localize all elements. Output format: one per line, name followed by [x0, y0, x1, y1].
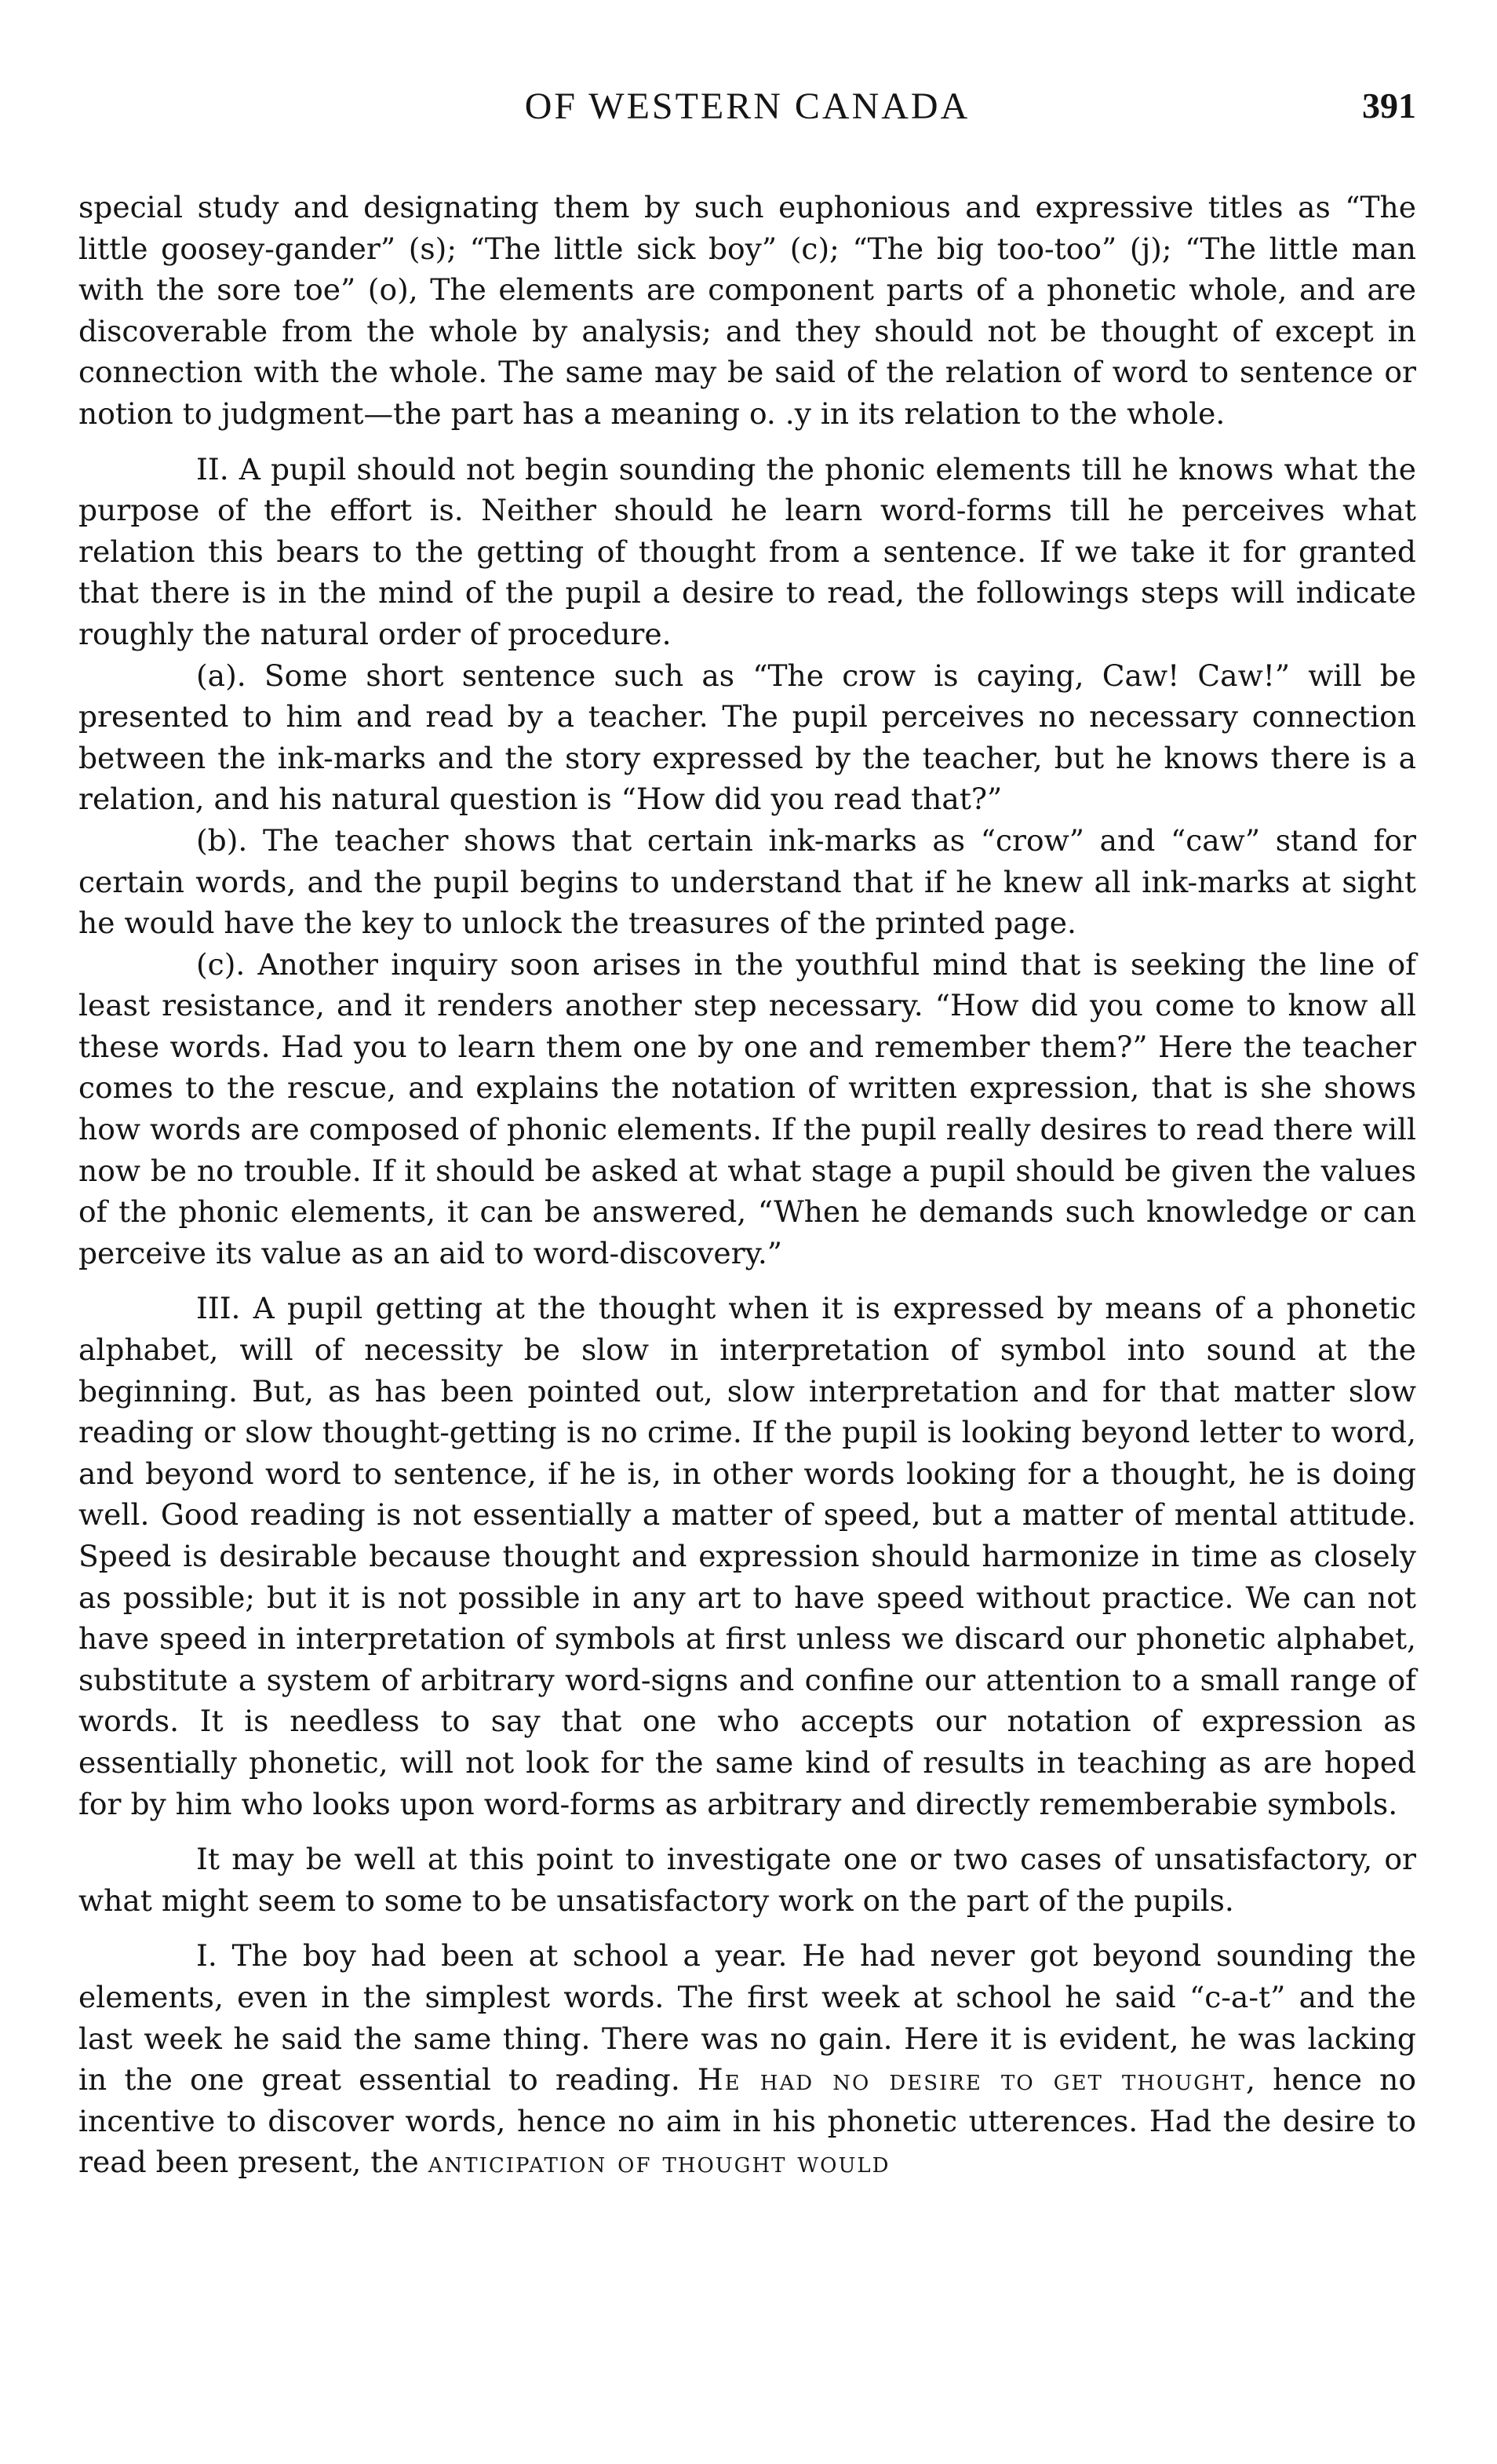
paragraph-step-c: (c). Another inquiry soon arises in the youthful mind that is seeking the line of least resistance, and it renders another step necessary. “How did you come to know all these words. Had you to learn them one by one and remember them?” Here the teacher comes to the rescue, and explains the notation of written expression, that is she shows how words are composed of phonic elements. If the pupil really desires to read there will now be no trouble. If it should be asked at what stage a pupil should be given the values of the phonic elements, it can be answered, “When he demands such knowledge or can perceive its value as an aid to word-discovery.” [78, 946, 1416, 1270]
case-I-text-1: I. The boy had been at school a year. He had never got beyond sounding the elements, even in the simplest words. The first week at school he said “c-a-t” and the last week he said the same thing. There was no gain. Here it is evident, he was lacking in the one great essential to reading. [78, 1938, 1416, 2098]
case-I-text-2: , hence no incentive to discover words, hence no aim in his phonetic utterences. Had the desire to read been present, the [78, 2062, 1416, 2180]
paragraph-continuation: special study and designating them by such euphonious and expressive titles as “The little goosey-gander” (s); “The little sick boy” (c); “The big too-too” (j); “The little man with the sore toe” (o), The elements are component parts of a phonetic whole, and are discoverable from the whole by analysis; and they should not be thought of except in connection with the whole. The same may be said of the relation of word to sentence or notion to judgment—the part has a meaning o. .y in its relation to the whole. [78, 190, 1416, 431]
paragraph-step-a: (a). Some short sentence such as “The crow is caying, Caw! Caw!” will be presented to him and read by a teacher. The pupil perceives no necessary connection between the ink-marks and the story expressed by the teacher, but he knows there is a relation, and his natural question is “How did you read that?” [78, 658, 1416, 817]
case-I-small-caps-2: anticipation of thought would [428, 2145, 891, 2180]
paragraph-point-III: III. A pupil getting at the thought when it is expressed by means of a phonetic alphabet, will of necessity be slow in interpretation of symbol into sound at the beginning. But, as has been pointed out, slow interpretation and for that matter slow reading or slow thought-getting is no crime. If the pupil is looking beyond letter to word, and beyond word to sentence, if he is, in other words looking for a thought, he is doing well. Good reading is not essentially a matter of speed, but a matter of mental attitude. Speed is desirable because thought and expression should harmonize in time as closely as possible; but it is not possible in any art to have speed without practice. We can not have speed in interpretation of symbols at first unless we discard our phonetic alphabet, substitute a system of arbitrary word-signs and confine our attention to a small range of words. It is needless to say that one who accepts our notation of expression as essentially phonetic, will not look for the same kind of results in teaching as are hoped for by him who looks upon word-forms as arbitrary and directly rememberabie symbols. [78, 1291, 1416, 1821]
case-I-small-caps-1: He had no desire to get thought [697, 2062, 1247, 2098]
running-head: OF WESTERN CANADA [524, 86, 971, 127]
paragraph-step-b: (b). The teacher shows that certain ink-marks as “crow” and “caw” stand for certain words, and the pupil begins to understand that if he knew all ink-marks at sight he would have the key to unlock the treasures of the printed page. [78, 822, 1416, 941]
paragraph-point-II: II. A pupil should not begin sounding the phonic elements till he knows what the purpose of the effort is. Neither should he learn word-forms till he perceives what relation this bears to the getting of thought from a sentence. If we take it for granted that there is in the mind of the pupil a desire to read, the followings steps will indicate roughly the natural order of procedure. [78, 451, 1416, 651]
page-header [78, 85, 1416, 148]
page-number: 391 [1362, 86, 1416, 126]
body-text [78, 187, 1416, 2183]
paragraph-investigate: It may be well at this point to investigate one or two cases of unsatisfactory, or what might seem to some to be unsatisfactory work on the part of the pupils. [78, 1842, 1416, 1918]
paragraph-case-I [78, 1935, 1416, 2183]
